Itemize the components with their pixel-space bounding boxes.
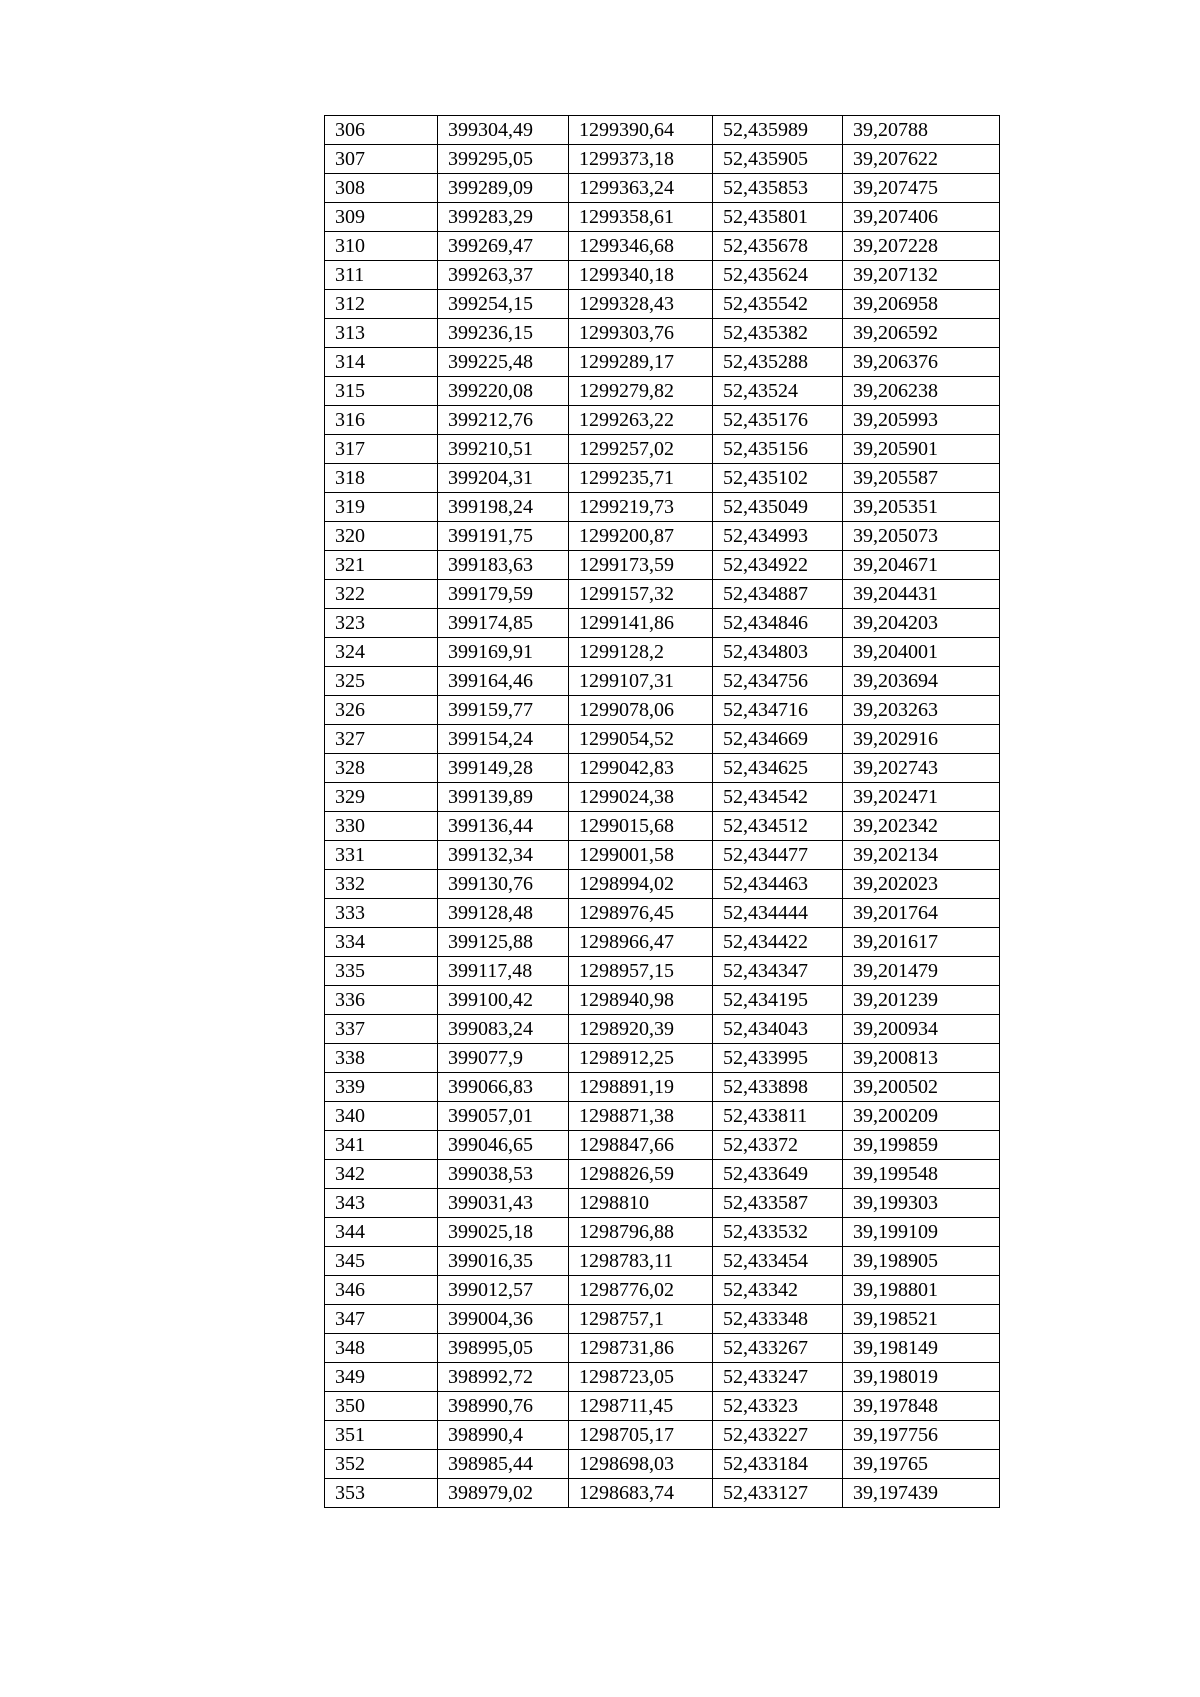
- longitude-cell: 39,201239: [843, 986, 1000, 1015]
- y-coordinate-cell: 1298776,02: [569, 1276, 713, 1305]
- latitude-cell: 52,435049: [713, 493, 843, 522]
- table-row: [325, 754, 1000, 783]
- point-number-cell: 315: [325, 377, 438, 406]
- y-coordinate-cell: 1299054,52: [569, 725, 713, 754]
- latitude-cell: 52,435156: [713, 435, 843, 464]
- x-coordinate-cell: 399025,18: [438, 1218, 569, 1247]
- point-number-cell: 341: [325, 1131, 438, 1160]
- x-coordinate-cell: 399269,47: [438, 232, 569, 261]
- latitude-cell: 52,43372: [713, 1131, 843, 1160]
- latitude-cell: 52,435989: [713, 116, 843, 145]
- point-number-cell: 327: [325, 725, 438, 754]
- table-row: [325, 609, 1000, 638]
- table-row: [325, 319, 1000, 348]
- y-coordinate-cell: 1299024,38: [569, 783, 713, 812]
- x-coordinate-cell: 399289,09: [438, 174, 569, 203]
- table-row: [325, 667, 1000, 696]
- latitude-cell: 52,433247: [713, 1363, 843, 1392]
- y-coordinate-cell: 1298871,38: [569, 1102, 713, 1131]
- point-number-cell: 307: [325, 145, 438, 174]
- table-row: [325, 232, 1000, 261]
- coordinates-table-body: [325, 116, 1000, 1508]
- table-row: [325, 1015, 1000, 1044]
- x-coordinate-cell: 398990,76: [438, 1392, 569, 1421]
- latitude-cell: 52,433532: [713, 1218, 843, 1247]
- y-coordinate-cell: 1299001,58: [569, 841, 713, 870]
- x-coordinate-cell: 399159,77: [438, 696, 569, 725]
- point-number-cell: 308: [325, 174, 438, 203]
- x-coordinate-cell: 399128,48: [438, 899, 569, 928]
- point-number-cell: 331: [325, 841, 438, 870]
- table-row: [325, 406, 1000, 435]
- y-coordinate-cell: 1299346,68: [569, 232, 713, 261]
- x-coordinate-cell: 399164,46: [438, 667, 569, 696]
- latitude-cell: 52,434043: [713, 1015, 843, 1044]
- table-row: [325, 1218, 1000, 1247]
- point-number-cell: 349: [325, 1363, 438, 1392]
- point-number-cell: 350: [325, 1392, 438, 1421]
- table-row: [325, 1131, 1000, 1160]
- y-coordinate-cell: 1299289,17: [569, 348, 713, 377]
- table-row: [325, 899, 1000, 928]
- longitude-cell: 39,205587: [843, 464, 1000, 493]
- longitude-cell: 39,207622: [843, 145, 1000, 174]
- x-coordinate-cell: 399057,01: [438, 1102, 569, 1131]
- x-coordinate-cell: 399204,31: [438, 464, 569, 493]
- longitude-cell: 39,201617: [843, 928, 1000, 957]
- x-coordinate-cell: 399179,59: [438, 580, 569, 609]
- point-number-cell: 316: [325, 406, 438, 435]
- table-row: [325, 957, 1000, 986]
- latitude-cell: 52,433184: [713, 1450, 843, 1479]
- table-row: [325, 1276, 1000, 1305]
- y-coordinate-cell: 1298705,17: [569, 1421, 713, 1450]
- x-coordinate-cell: 399174,85: [438, 609, 569, 638]
- x-coordinate-cell: 399225,48: [438, 348, 569, 377]
- point-number-cell: 324: [325, 638, 438, 667]
- point-number-cell: 312: [325, 290, 438, 319]
- latitude-cell: 52,434444: [713, 899, 843, 928]
- table-row: [325, 348, 1000, 377]
- table-row: [325, 928, 1000, 957]
- longitude-cell: 39,205993: [843, 406, 1000, 435]
- table-row: [325, 870, 1000, 899]
- longitude-cell: 39,202134: [843, 841, 1000, 870]
- latitude-cell: 52,43342: [713, 1276, 843, 1305]
- point-number-cell: 339: [325, 1073, 438, 1102]
- longitude-cell: 39,201479: [843, 957, 1000, 986]
- x-coordinate-cell: 399046,65: [438, 1131, 569, 1160]
- latitude-cell: 52,434542: [713, 783, 843, 812]
- longitude-cell: 39,198801: [843, 1276, 1000, 1305]
- x-coordinate-cell: 398995,05: [438, 1334, 569, 1363]
- y-coordinate-cell: 1298912,25: [569, 1044, 713, 1073]
- point-number-cell: 330: [325, 812, 438, 841]
- y-coordinate-cell: 1298966,47: [569, 928, 713, 957]
- latitude-cell: 52,435678: [713, 232, 843, 261]
- point-number-cell: 342: [325, 1160, 438, 1189]
- longitude-cell: 39,205351: [843, 493, 1000, 522]
- latitude-cell: 52,435905: [713, 145, 843, 174]
- longitude-cell: 39,198521: [843, 1305, 1000, 1334]
- table-row: [325, 1421, 1000, 1450]
- y-coordinate-cell: 1299340,18: [569, 261, 713, 290]
- longitude-cell: 39,197439: [843, 1479, 1000, 1508]
- point-number-cell: 323: [325, 609, 438, 638]
- y-coordinate-cell: 1298796,88: [569, 1218, 713, 1247]
- x-coordinate-cell: 399183,63: [438, 551, 569, 580]
- y-coordinate-cell: 1298757,1: [569, 1305, 713, 1334]
- latitude-cell: 52,434803: [713, 638, 843, 667]
- x-coordinate-cell: 399295,05: [438, 145, 569, 174]
- point-number-cell: 337: [325, 1015, 438, 1044]
- x-coordinate-cell: 399169,91: [438, 638, 569, 667]
- table-row: [325, 377, 1000, 406]
- point-number-cell: 346: [325, 1276, 438, 1305]
- table-row: [325, 725, 1000, 754]
- point-number-cell: 333: [325, 899, 438, 928]
- longitude-cell: 39,199109: [843, 1218, 1000, 1247]
- y-coordinate-cell: 1298731,86: [569, 1334, 713, 1363]
- latitude-cell: 52,434625: [713, 754, 843, 783]
- y-coordinate-cell: 1299363,24: [569, 174, 713, 203]
- x-coordinate-cell: 399012,57: [438, 1276, 569, 1305]
- table-row: [325, 290, 1000, 319]
- y-coordinate-cell: 1299303,76: [569, 319, 713, 348]
- y-coordinate-cell: 1298976,45: [569, 899, 713, 928]
- table-row: [325, 522, 1000, 551]
- y-coordinate-cell: 1298683,74: [569, 1479, 713, 1508]
- y-coordinate-cell: 1298891,19: [569, 1073, 713, 1102]
- x-coordinate-cell: 399283,29: [438, 203, 569, 232]
- longitude-cell: 39,198905: [843, 1247, 1000, 1276]
- y-coordinate-cell: 1299235,71: [569, 464, 713, 493]
- y-coordinate-cell: 1299173,59: [569, 551, 713, 580]
- latitude-cell: 52,434887: [713, 580, 843, 609]
- x-coordinate-cell: 399130,76: [438, 870, 569, 899]
- table-row: [325, 1102, 1000, 1131]
- y-coordinate-cell: 1298957,15: [569, 957, 713, 986]
- x-coordinate-cell: 399149,28: [438, 754, 569, 783]
- y-coordinate-cell: 1299141,86: [569, 609, 713, 638]
- table-row: [325, 174, 1000, 203]
- point-number-cell: 340: [325, 1102, 438, 1131]
- latitude-cell: 52,434716: [713, 696, 843, 725]
- latitude-cell: 52,435288: [713, 348, 843, 377]
- longitude-cell: 39,200934: [843, 1015, 1000, 1044]
- y-coordinate-cell: 1299157,32: [569, 580, 713, 609]
- longitude-cell: 39,202471: [843, 783, 1000, 812]
- x-coordinate-cell: 399139,89: [438, 783, 569, 812]
- longitude-cell: 39,207406: [843, 203, 1000, 232]
- y-coordinate-cell: 1298826,59: [569, 1160, 713, 1189]
- latitude-cell: 52,433227: [713, 1421, 843, 1450]
- x-coordinate-cell: 399304,49: [438, 116, 569, 145]
- latitude-cell: 52,434463: [713, 870, 843, 899]
- latitude-cell: 52,433898: [713, 1073, 843, 1102]
- point-number-cell: 348: [325, 1334, 438, 1363]
- longitude-cell: 39,206958: [843, 290, 1000, 319]
- x-coordinate-cell: 399038,53: [438, 1160, 569, 1189]
- y-coordinate-cell: 1298723,05: [569, 1363, 713, 1392]
- table-row: [325, 1189, 1000, 1218]
- x-coordinate-cell: 399100,42: [438, 986, 569, 1015]
- latitude-cell: 52,434477: [713, 841, 843, 870]
- y-coordinate-cell: 1299219,73: [569, 493, 713, 522]
- y-coordinate-cell: 1298847,66: [569, 1131, 713, 1160]
- latitude-cell: 52,43524: [713, 377, 843, 406]
- table-row: [325, 1392, 1000, 1421]
- y-coordinate-cell: 1299257,02: [569, 435, 713, 464]
- table-row: [325, 261, 1000, 290]
- point-number-cell: 317: [325, 435, 438, 464]
- longitude-cell: 39,200502: [843, 1073, 1000, 1102]
- point-number-cell: 335: [325, 957, 438, 986]
- table-row: [325, 116, 1000, 145]
- latitude-cell: 52,433127: [713, 1479, 843, 1508]
- longitude-cell: 39,199859: [843, 1131, 1000, 1160]
- point-number-cell: 345: [325, 1247, 438, 1276]
- longitude-cell: 39,198019: [843, 1363, 1000, 1392]
- point-number-cell: 318: [325, 464, 438, 493]
- longitude-cell: 39,204203: [843, 609, 1000, 638]
- latitude-cell: 52,435382: [713, 319, 843, 348]
- longitude-cell: 39,204431: [843, 580, 1000, 609]
- table-row: [325, 1073, 1000, 1102]
- y-coordinate-cell: 1298920,39: [569, 1015, 713, 1044]
- latitude-cell: 52,434993: [713, 522, 843, 551]
- point-number-cell: 314: [325, 348, 438, 377]
- point-number-cell: 347: [325, 1305, 438, 1334]
- x-coordinate-cell: 399154,24: [438, 725, 569, 754]
- point-number-cell: 328: [325, 754, 438, 783]
- y-coordinate-cell: 1299390,64: [569, 116, 713, 145]
- table-row: [325, 783, 1000, 812]
- longitude-cell: 39,202342: [843, 812, 1000, 841]
- table-row: [325, 638, 1000, 667]
- longitude-cell: 39,206238: [843, 377, 1000, 406]
- longitude-cell: 39,205073: [843, 522, 1000, 551]
- latitude-cell: 52,435853: [713, 174, 843, 203]
- point-number-cell: 334: [325, 928, 438, 957]
- longitude-cell: 39,199548: [843, 1160, 1000, 1189]
- y-coordinate-cell: 1299200,87: [569, 522, 713, 551]
- table-row: [325, 551, 1000, 580]
- y-coordinate-cell: 1299328,43: [569, 290, 713, 319]
- longitude-cell: 39,199303: [843, 1189, 1000, 1218]
- x-coordinate-cell: 399212,76: [438, 406, 569, 435]
- latitude-cell: 52,435624: [713, 261, 843, 290]
- point-number-cell: 332: [325, 870, 438, 899]
- x-coordinate-cell: 399077,9: [438, 1044, 569, 1073]
- latitude-cell: 52,434512: [713, 812, 843, 841]
- x-coordinate-cell: 399004,36: [438, 1305, 569, 1334]
- table-row: [325, 1479, 1000, 1508]
- table-row: [325, 696, 1000, 725]
- table-row: [325, 493, 1000, 522]
- point-number-cell: 344: [325, 1218, 438, 1247]
- table-row: [325, 812, 1000, 841]
- longitude-cell: 39,207475: [843, 174, 1000, 203]
- y-coordinate-cell: 1299128,2: [569, 638, 713, 667]
- latitude-cell: 52,435176: [713, 406, 843, 435]
- x-coordinate-cell: 399198,24: [438, 493, 569, 522]
- x-coordinate-cell: 399066,83: [438, 1073, 569, 1102]
- latitude-cell: 52,433267: [713, 1334, 843, 1363]
- longitude-cell: 39,202916: [843, 725, 1000, 754]
- table-row: [325, 580, 1000, 609]
- table-row: [325, 1247, 1000, 1276]
- table-row: [325, 1305, 1000, 1334]
- y-coordinate-cell: 1298940,98: [569, 986, 713, 1015]
- longitude-cell: 39,204001: [843, 638, 1000, 667]
- table-row: [325, 1160, 1000, 1189]
- y-coordinate-cell: 1299078,06: [569, 696, 713, 725]
- longitude-cell: 39,204671: [843, 551, 1000, 580]
- table-row: [325, 435, 1000, 464]
- table-row: [325, 1044, 1000, 1073]
- table-row: [325, 464, 1000, 493]
- y-coordinate-cell: 1298698,03: [569, 1450, 713, 1479]
- point-number-cell: 310: [325, 232, 438, 261]
- latitude-cell: 52,43323: [713, 1392, 843, 1421]
- longitude-cell: 39,19765: [843, 1450, 1000, 1479]
- x-coordinate-cell: 399132,34: [438, 841, 569, 870]
- table-row: [325, 145, 1000, 174]
- point-number-cell: 351: [325, 1421, 438, 1450]
- longitude-cell: 39,205901: [843, 435, 1000, 464]
- x-coordinate-cell: 398990,4: [438, 1421, 569, 1450]
- table-row: [325, 841, 1000, 870]
- x-coordinate-cell: 398992,72: [438, 1363, 569, 1392]
- y-coordinate-cell: 1299358,61: [569, 203, 713, 232]
- point-number-cell: 306: [325, 116, 438, 145]
- longitude-cell: 39,206376: [843, 348, 1000, 377]
- y-coordinate-cell: 1299015,68: [569, 812, 713, 841]
- table-row: [325, 1363, 1000, 1392]
- x-coordinate-cell: 399117,48: [438, 957, 569, 986]
- coordinates-table: [324, 115, 1000, 1508]
- latitude-cell: 52,435102: [713, 464, 843, 493]
- point-number-cell: 329: [325, 783, 438, 812]
- y-coordinate-cell: 1298711,45: [569, 1392, 713, 1421]
- x-coordinate-cell: 399136,44: [438, 812, 569, 841]
- y-coordinate-cell: 1299042,83: [569, 754, 713, 783]
- point-number-cell: 336: [325, 986, 438, 1015]
- point-number-cell: 338: [325, 1044, 438, 1073]
- longitude-cell: 39,201764: [843, 899, 1000, 928]
- x-coordinate-cell: 399016,35: [438, 1247, 569, 1276]
- longitude-cell: 39,207132: [843, 261, 1000, 290]
- longitude-cell: 39,200813: [843, 1044, 1000, 1073]
- point-number-cell: 325: [325, 667, 438, 696]
- latitude-cell: 52,434347: [713, 957, 843, 986]
- x-coordinate-cell: 399191,75: [438, 522, 569, 551]
- y-coordinate-cell: 1298810: [569, 1189, 713, 1218]
- y-coordinate-cell: 1299279,82: [569, 377, 713, 406]
- y-coordinate-cell: 1299373,18: [569, 145, 713, 174]
- latitude-cell: 52,433649: [713, 1160, 843, 1189]
- longitude-cell: 39,20788: [843, 116, 1000, 145]
- latitude-cell: 52,434756: [713, 667, 843, 696]
- x-coordinate-cell: 399125,88: [438, 928, 569, 957]
- latitude-cell: 52,433587: [713, 1189, 843, 1218]
- y-coordinate-cell: 1298783,11: [569, 1247, 713, 1276]
- longitude-cell: 39,197756: [843, 1421, 1000, 1450]
- latitude-cell: 52,434846: [713, 609, 843, 638]
- longitude-cell: 39,198149: [843, 1334, 1000, 1363]
- point-number-cell: 321: [325, 551, 438, 580]
- longitude-cell: 39,207228: [843, 232, 1000, 261]
- latitude-cell: 52,435542: [713, 290, 843, 319]
- point-number-cell: 311: [325, 261, 438, 290]
- x-coordinate-cell: 398979,02: [438, 1479, 569, 1508]
- x-coordinate-cell: 399210,51: [438, 435, 569, 464]
- longitude-cell: 39,202023: [843, 870, 1000, 899]
- longitude-cell: 39,202743: [843, 754, 1000, 783]
- table-row: [325, 203, 1000, 232]
- latitude-cell: 52,433454: [713, 1247, 843, 1276]
- point-number-cell: 326: [325, 696, 438, 725]
- y-coordinate-cell: 1299263,22: [569, 406, 713, 435]
- x-coordinate-cell: 399031,43: [438, 1189, 569, 1218]
- longitude-cell: 39,200209: [843, 1102, 1000, 1131]
- latitude-cell: 52,434195: [713, 986, 843, 1015]
- latitude-cell: 52,435801: [713, 203, 843, 232]
- x-coordinate-cell: 399083,24: [438, 1015, 569, 1044]
- latitude-cell: 52,433995: [713, 1044, 843, 1073]
- point-number-cell: 353: [325, 1479, 438, 1508]
- point-number-cell: 343: [325, 1189, 438, 1218]
- y-coordinate-cell: 1299107,31: [569, 667, 713, 696]
- x-coordinate-cell: 399236,15: [438, 319, 569, 348]
- longitude-cell: 39,206592: [843, 319, 1000, 348]
- table-row: [325, 986, 1000, 1015]
- latitude-cell: 52,433348: [713, 1305, 843, 1334]
- x-coordinate-cell: 399254,15: [438, 290, 569, 319]
- x-coordinate-cell: 399263,37: [438, 261, 569, 290]
- table-row: [325, 1334, 1000, 1363]
- y-coordinate-cell: 1298994,02: [569, 870, 713, 899]
- point-number-cell: 309: [325, 203, 438, 232]
- longitude-cell: 39,203263: [843, 696, 1000, 725]
- point-number-cell: 352: [325, 1450, 438, 1479]
- point-number-cell: 322: [325, 580, 438, 609]
- x-coordinate-cell: 399220,08: [438, 377, 569, 406]
- latitude-cell: 52,434669: [713, 725, 843, 754]
- table-row: [325, 1450, 1000, 1479]
- x-coordinate-cell: 398985,44: [438, 1450, 569, 1479]
- point-number-cell: 320: [325, 522, 438, 551]
- latitude-cell: 52,434422: [713, 928, 843, 957]
- latitude-cell: 52,433811: [713, 1102, 843, 1131]
- longitude-cell: 39,203694: [843, 667, 1000, 696]
- point-number-cell: 313: [325, 319, 438, 348]
- longitude-cell: 39,197848: [843, 1392, 1000, 1421]
- point-number-cell: 319: [325, 493, 438, 522]
- latitude-cell: 52,434922: [713, 551, 843, 580]
